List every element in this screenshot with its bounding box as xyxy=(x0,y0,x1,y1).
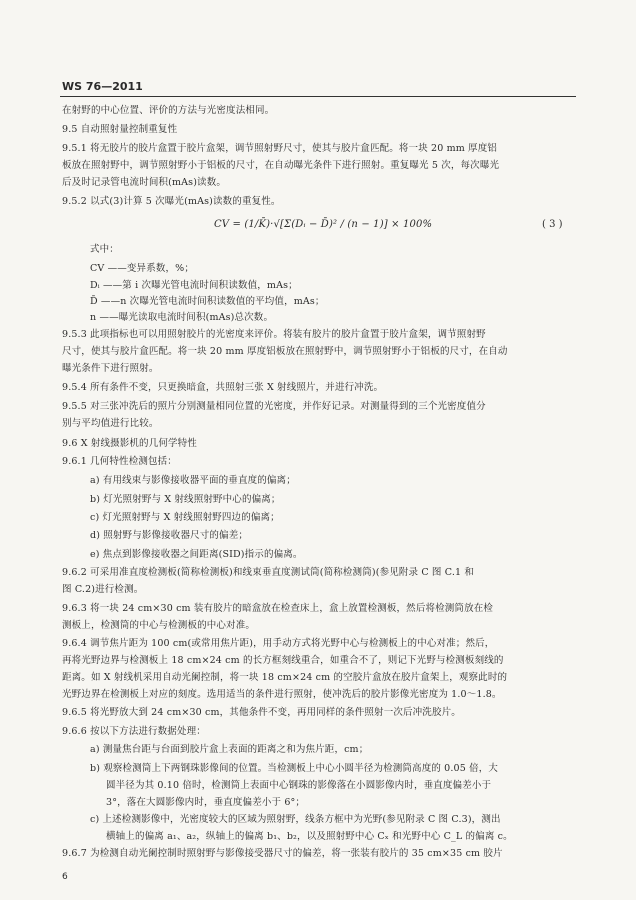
document-code: WS 76—2011 xyxy=(62,80,143,93)
definition-line: Dᵢ ——第 i 次曝光管电流时间积读数值，mAs； xyxy=(90,280,298,291)
text-line: 光野边界在检测板上对应的刻度。选用适当的条件进行照射，使冲洗后的胶片影像光密度为 1.0～1.8。 xyxy=(62,689,502,700)
page-number: 6 xyxy=(62,872,68,882)
text-line: 再将光野边界与检测板上 18 cm×24 cm 的长方框刻线重合，如重合不了，则记下光野与检测板刻线的 xyxy=(62,655,504,666)
text-line: 9.5.4 所有条件不变，只更换暗盒，共照射三张 X 射线照片，并进行冲洗。 xyxy=(62,382,384,393)
list-item: c) 灯光照射野与 X 射线照射野四边的偏离； xyxy=(90,512,280,523)
section-heading: 9.5 自动照射量控制重复性 xyxy=(62,124,178,135)
text-line: 9.5.1 将无胶片的胶片盒置于胶片盒架，调节照射野尺寸，使其与胶片盒匹配。将一块 20 mm 厚度铝 xyxy=(62,143,498,154)
text-line: 后及时记录管电流时间积(mAs)读数。 xyxy=(62,177,227,188)
text-line: 9.5.3 此项指标也可以用照射胶片的光密度来评价。将装有胶片的胶片盒置于胶片盒架，调节照射野 xyxy=(62,329,486,340)
list-item: c) 上述检测影像中，光密度较大的区域为照射野，线条方框中为光野(参见附录 C 图 C.3)，测出 xyxy=(90,814,501,825)
text-line: 9.6.3 将一块 24 cm×30 cm 装有胶片的暗盒放在检查床上，盒上放置检测板，然后将检测筒放在检 xyxy=(62,603,494,614)
text-line: 9.6.7 为检测自动光阑控制时照射野与影像接受器尺寸的偏差，将一张装有胶片的 35 cm×35 cm 胶片 xyxy=(62,848,503,859)
text-line: 9.6.5 将光野放大到 24 cm×30 cm，其他条件不变，再用同样的条件照射一次后冲洗胶片。 xyxy=(62,707,461,718)
text-line: 板放在照射野中，调节照射野小于铝板的尺寸，在自动曝光条件下进行照射。重复曝光 5 次，每次曝光 xyxy=(62,160,500,171)
list-item: b) 灯光照射野与 X 射线照射野中心的偏离； xyxy=(90,494,281,505)
list-item: d) 照射野与影像接收器尺寸的偏差； xyxy=(90,530,249,541)
header-rule xyxy=(60,96,576,97)
text-line: 9.6.1 几何特性检测包括： xyxy=(62,456,177,467)
text-line: 距离。如 X 射线机采用自动光阑控制，将一块 18 cm×24 cm 的空胶片盒放在胶片盒架上，观察此时的 xyxy=(62,672,508,683)
list-item-continued: 3°，落在大圆影像内时，垂直度偏差小于 6°； xyxy=(106,797,306,808)
list-item: a) 有用线束与影像接收器平面的垂直度的偏离； xyxy=(90,475,296,486)
text-line: 9.6.6 按以下方法进行数据处理： xyxy=(62,726,206,737)
list-item: b) 观察检测筒上下两钢珠影像间的位置。当检测板上中心小圆半径为检测筒高度的 0.05 倍，大 xyxy=(90,763,499,774)
list-item: e) 焦点到影像接收器之间距离(SID)指示的偏离。 xyxy=(90,549,303,560)
list-item-continued: 圆半径为其 0.10 倍时，检测筒上表面中心钢珠的影像落在小圆影像内时，垂直度偏差小于 xyxy=(106,780,492,791)
section-heading: 9.6 X 射线摄影机的几何学特性 xyxy=(62,438,197,449)
text-line: 式中： xyxy=(90,244,119,255)
text-line: 尺寸，使其与胶片盒匹配。将一块 20 mm 厚度铝板放在照射野中，调节照射野小于铝板的尺寸，在自动 xyxy=(62,346,508,357)
text-line: 9.6.2 可采用准直度检测板(简称检测板)和线束垂直度测试筒(简称检测筒)(参见附录 C 图 C.1 和 xyxy=(62,567,475,578)
list-item-continued: 横轴上的偏离 a₁、a₂，纵轴上的偏离 b₁、b₂，以及照射野中心 Cₓ 和光野中心 C_L 的偏离 c。 xyxy=(106,831,513,842)
text-line: 9.5.2 以式(3)计算 5 次曝光(mAs)读数的重复性。 xyxy=(62,196,281,207)
text-line: 在射野的中心位置、评价的方法与光密度法相同。 xyxy=(62,105,275,116)
text-line: 测板上，检测筒的中心与检测板的中心对准。 xyxy=(62,620,256,631)
text-line: 别与平均值进行比较。 xyxy=(62,418,159,429)
text-line: 9.6.4 调节焦片距为 100 cm(或常用焦片距)，用手动方式将光野中心与检测板上的中心对准；然后， xyxy=(62,638,495,649)
definition-line: n ——曝光读取电流时间积(mAs)总次数。 xyxy=(90,312,274,323)
list-item: a) 测量焦台距与台面到胶片盒上表面的距离之和为焦片距，cm； xyxy=(90,744,369,755)
definition-line: D̄ ——n 次曝光管电流时间积读数值的平均值，mAs； xyxy=(90,296,325,307)
text-line: 曝光条件下进行照射。 xyxy=(62,363,159,374)
text-line: 9.5.5 对三张冲洗后的照片分别测量相同位置的光密度，并作好记录。对测量得到的三个光密度值分 xyxy=(62,401,486,412)
definition-line: CV ——变异系数，%； xyxy=(90,263,194,274)
equation-number: ( 3 ) xyxy=(542,219,563,230)
text-line: 图 C.2)进行检测。 xyxy=(62,584,144,595)
equation: CV = (1/K̄)·√[Σ(Dᵢ − D̄)² / (n − 1)] × 100% xyxy=(214,219,433,230)
